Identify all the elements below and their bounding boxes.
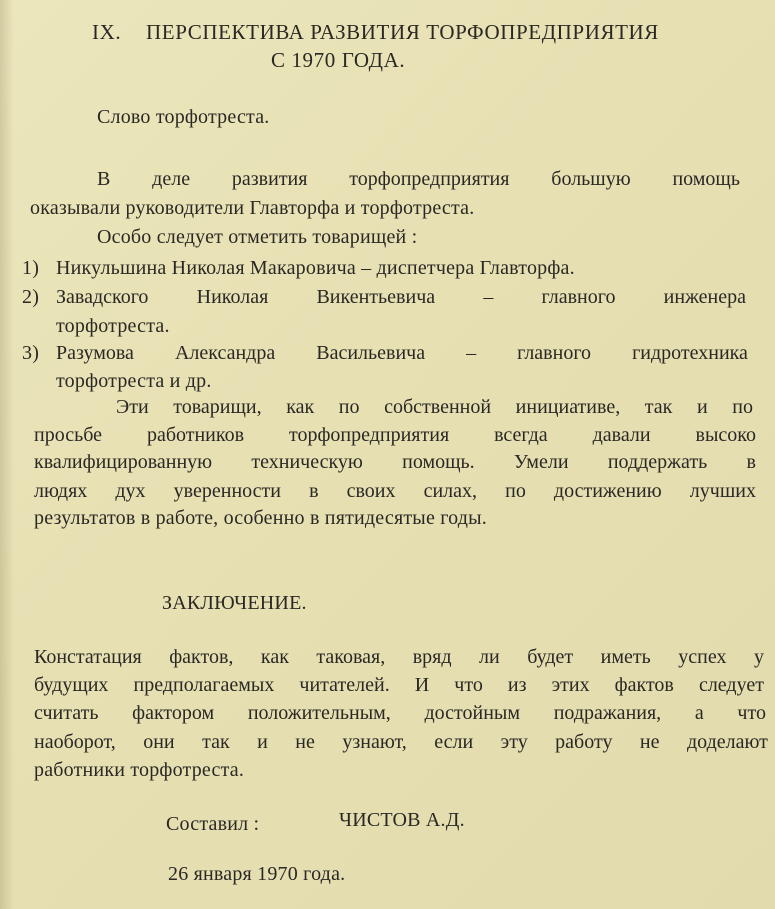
word: ли [479, 646, 500, 668]
list-item-3-number: 3) [22, 342, 40, 364]
word: узнают, [342, 731, 407, 753]
word: следует [698, 674, 764, 696]
word: достижению [553, 480, 662, 502]
conclusion-line4 [34, 730, 768, 754]
word: как [286, 396, 315, 418]
para2-line4 [34, 479, 756, 503]
word: считать [34, 702, 99, 724]
word: собственной [384, 396, 492, 418]
word: Констатация [34, 646, 142, 668]
word: читателей. [299, 674, 390, 696]
word: развития [231, 168, 308, 190]
word: доделают [686, 731, 768, 753]
word: Эти [116, 396, 149, 418]
word: Николая [196, 286, 269, 308]
intro-line2: оказывали руководители Главторфа и торфотреста. [30, 197, 475, 219]
word: Викентьевича [316, 286, 436, 308]
conclusion-line3 [34, 701, 766, 725]
word: людях [34, 480, 88, 502]
word: успех [678, 646, 727, 668]
section-title-line2: С 1970 ГОДА. [271, 48, 406, 72]
conclusion-title: ЗАКЛЮЧЕНИЕ. [162, 592, 307, 614]
list-item-3-line1 [56, 341, 748, 365]
word: лучших [689, 480, 756, 502]
word: Завадского [56, 286, 149, 308]
word: не [295, 731, 315, 753]
signature-name: ЧИСТОВ А.Д. [339, 809, 465, 831]
word: вряд [412, 646, 452, 668]
word: и [696, 396, 708, 418]
list-item-1-number: 1) [22, 257, 40, 279]
word: что [737, 702, 766, 724]
word: если [434, 731, 474, 753]
list-item-2-line1 [56, 285, 746, 309]
word: деле [152, 168, 191, 190]
word: – [483, 286, 494, 308]
word: а [694, 702, 704, 724]
word: – [466, 342, 477, 364]
word: так [202, 731, 230, 753]
signature-date: 26 января 1970 года. [168, 863, 346, 885]
word: фактов [614, 674, 674, 696]
word: в [309, 480, 319, 502]
word: работу [555, 731, 613, 753]
word: по [732, 396, 753, 418]
word: фактором [132, 702, 215, 724]
word: достойным [424, 702, 521, 724]
conclusion-line5: работники торфотреста. [34, 759, 245, 781]
word: инженера [663, 286, 746, 308]
word: В [97, 168, 111, 190]
word: иметь [600, 646, 651, 668]
para2-line2 [34, 423, 756, 447]
word: положительным, [247, 702, 391, 724]
word: уверенности [173, 480, 281, 502]
word: квалифицированную [34, 451, 213, 473]
section-title-line1: ПЕРСПЕКТИВА РАЗВИТИЯ ТОРФОПРЕДПРИЯТИЯ [146, 20, 659, 44]
word: по [505, 480, 526, 502]
word: главного [541, 286, 616, 308]
word: в [746, 451, 756, 473]
word: будущих [34, 674, 109, 696]
word: гидротехника [632, 342, 748, 364]
word: своих [346, 480, 396, 502]
word: давали [592, 424, 651, 446]
word: будет [527, 646, 574, 668]
word: силах, [423, 480, 478, 502]
word: И [414, 674, 430, 696]
word: Умели [513, 451, 569, 473]
word: таковая, [316, 646, 386, 668]
word: наоборот, [34, 731, 116, 753]
word: большую [551, 168, 631, 190]
word: как [260, 646, 289, 668]
word: эту [500, 731, 528, 753]
word: по [338, 396, 360, 418]
word: так [644, 396, 673, 418]
word: что [454, 674, 483, 696]
word: предполагаемых [133, 674, 275, 696]
word: подражания, [553, 702, 662, 724]
word: Разумова [56, 342, 134, 364]
para2-line1 [116, 395, 753, 419]
conclusion-line1 [34, 645, 764, 669]
list-item-3-line2: торфотреста и др. [56, 370, 212, 392]
word: техническую [251, 451, 363, 473]
word: поддержать [607, 451, 708, 473]
word: товарищи, [173, 396, 262, 418]
word: фактов, [169, 646, 234, 668]
word: не [639, 731, 660, 753]
word: этих [551, 674, 590, 696]
intro-line3: Особо следует отметить товарищей : [97, 226, 418, 248]
para2-line5: результатов в работе, особенно в пятидесятые годы. [34, 507, 487, 529]
word: из [507, 674, 527, 696]
list-item-2-line2: торфотреста. [56, 315, 170, 337]
list-item-2-number: 2) [22, 286, 40, 308]
word: Александра [174, 342, 276, 364]
word: и [257, 731, 268, 753]
intro-line1 [97, 167, 740, 191]
section-number: IX. [92, 20, 122, 44]
page-edge-shadow [0, 0, 14, 909]
word: работников [146, 424, 245, 446]
word: инициативе, [515, 396, 621, 418]
word: помощь [672, 168, 740, 190]
conclusion-line2 [34, 673, 764, 697]
word: торфопредприятия [349, 168, 510, 190]
subheading: Слово торфотреста. [97, 106, 270, 128]
word: дух [115, 480, 146, 502]
word: у [753, 646, 764, 668]
word: всегда [494, 424, 548, 446]
word: Васильевича [316, 342, 426, 364]
word: они [143, 731, 175, 753]
word: главного [517, 342, 592, 364]
list-item-1-text: Никульшина Николая Макаровича – диспетчера Главторфа. [56, 257, 575, 279]
word: просьбе [34, 424, 102, 446]
word: высоко [695, 424, 756, 446]
word: торфопредприятия [288, 424, 450, 446]
para2-line3 [34, 450, 756, 474]
word: помощь. [402, 451, 475, 473]
signature-label: Составил : [166, 813, 260, 835]
